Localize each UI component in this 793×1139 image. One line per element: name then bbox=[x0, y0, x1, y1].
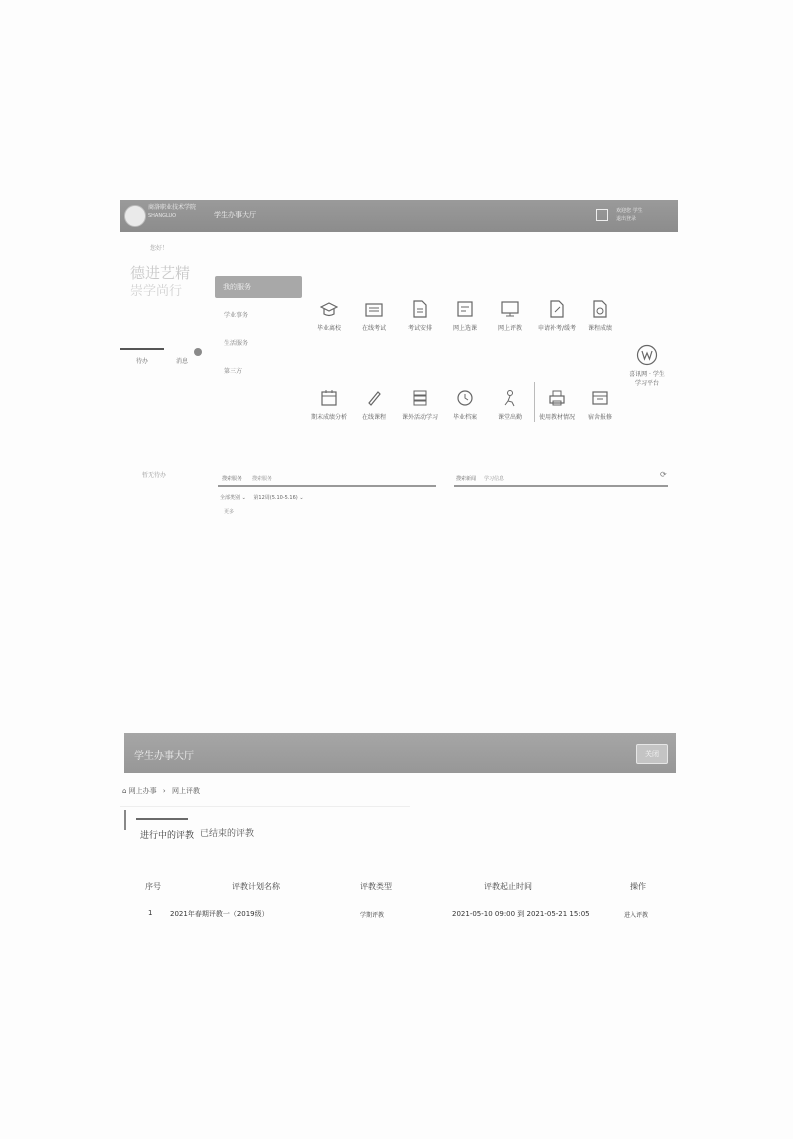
tab-active-indicator bbox=[136, 818, 188, 820]
hall-tab[interactable]: 学生办事大厅 bbox=[214, 211, 256, 219]
menu-item-label: 我的服务 bbox=[223, 283, 251, 291]
service-course-score[interactable] bbox=[574, 300, 626, 332]
refresh-icon[interactable]: ⟳ bbox=[660, 470, 667, 479]
course-select-icon bbox=[456, 300, 474, 318]
hall-header bbox=[124, 733, 676, 773]
table-header-period: 评教起止时间 bbox=[484, 882, 532, 891]
breadcrumb-current: 网上评教 bbox=[171, 787, 200, 795]
sidebar-tab-todo[interactable]: 待办 bbox=[136, 358, 149, 365]
divider bbox=[120, 806, 410, 807]
close-button[interactable]: 关闭 bbox=[636, 744, 668, 764]
menu-item-third-party[interactable]: 第三方 bbox=[224, 368, 243, 375]
welcome-text: 您好！ bbox=[150, 245, 169, 252]
user-greeting[interactable]: 欢迎您 学生 bbox=[616, 208, 643, 214]
service-label: 考试安排 bbox=[407, 325, 432, 332]
search-news-input[interactable]: 学习信息 bbox=[484, 476, 505, 482]
search-services-label: 搜索服务 bbox=[222, 476, 243, 482]
service-label: 课外活动学习 bbox=[401, 414, 438, 421]
document-edit-icon bbox=[549, 300, 565, 318]
table-cell-plan-name: 2021年春期评教一（2019级） bbox=[170, 910, 269, 918]
filter-row[interactable] bbox=[220, 494, 304, 501]
service-label: 在线课程 bbox=[361, 414, 386, 421]
service-label-line-2: 学习平台 bbox=[634, 380, 659, 387]
score-doc-icon bbox=[592, 300, 608, 318]
search-underline bbox=[218, 485, 436, 487]
table-cell-index: 1 bbox=[148, 909, 153, 917]
motto-line-1: 德进艺精 bbox=[130, 264, 191, 282]
service-label: 毕业离校 bbox=[316, 325, 341, 332]
grid-icon[interactable] bbox=[596, 209, 608, 221]
service-label: 毕业档案 bbox=[452, 414, 477, 421]
repair-icon bbox=[591, 389, 609, 407]
service-label: 课堂出勤 bbox=[497, 414, 522, 421]
filter-week[interactable]: 第12周(5.10-5.16) bbox=[253, 495, 298, 501]
school-logo bbox=[124, 205, 146, 227]
sidebar-empty-text: 暂无待办 bbox=[142, 472, 167, 479]
table-header-plan-name: 评教计划名称 bbox=[232, 882, 280, 891]
table-cell-period: 2021-05-10 09:00 到 2021-05-21 15:05 bbox=[452, 910, 590, 918]
service-divider bbox=[534, 382, 535, 422]
sidebar-tab-indicator bbox=[120, 348, 164, 350]
table-header-index: 序号 bbox=[145, 882, 161, 891]
chevron-down-icon: ⌄ bbox=[299, 495, 304, 501]
breadcrumb bbox=[122, 786, 200, 796]
tab-accent-bar bbox=[124, 810, 126, 830]
exam-screen-icon bbox=[365, 302, 383, 318]
tab-finished[interactable]: 已结束的评教 bbox=[200, 829, 255, 839]
table-cell-type: 学期评教 bbox=[360, 912, 385, 919]
chevron-down-icon: ⌄ bbox=[241, 495, 248, 501]
logout-link[interactable]: 退出登录 bbox=[616, 216, 637, 222]
motto-line-2: 崇学尚行 bbox=[130, 284, 183, 299]
calendar-doc-icon bbox=[320, 389, 338, 407]
app-header bbox=[120, 200, 678, 232]
breadcrumb-home[interactable]: 网上办事 bbox=[128, 787, 157, 795]
more-link[interactable]: 更多 bbox=[224, 509, 235, 515]
filter-category[interactable]: 全部类别 bbox=[220, 495, 241, 501]
service-online-exam[interactable] bbox=[348, 302, 400, 332]
school-name: 商洛职业技术学院 bbox=[148, 204, 197, 211]
exam-doc-icon bbox=[412, 300, 428, 318]
w-circle-icon bbox=[636, 344, 658, 366]
service-label: 宿舍报修 bbox=[587, 414, 612, 421]
printer-icon bbox=[548, 389, 566, 407]
search-news-label: 搜索新闻 bbox=[456, 476, 477, 482]
person-run-icon bbox=[501, 389, 519, 407]
table-header-type: 评教类型 bbox=[360, 882, 392, 891]
stack-icon bbox=[411, 389, 429, 407]
menu-item-life[interactable]: 生活服务 bbox=[224, 340, 249, 347]
clock-icon bbox=[456, 389, 474, 407]
school-subtitle: SHANGLUO bbox=[148, 213, 177, 219]
monitor-evaluate-icon bbox=[501, 300, 519, 318]
service-evaluation[interactable] bbox=[484, 300, 536, 332]
tab-ongoing[interactable]: 进行中的评教 bbox=[140, 831, 195, 841]
service-dorm-repair[interactable] bbox=[574, 389, 626, 421]
service-label: 申请补考/缓考 bbox=[537, 325, 577, 332]
pen-icon bbox=[365, 389, 383, 407]
service-online-course[interactable] bbox=[348, 389, 400, 421]
service-label-line-1: 喜讯网 · 学生 bbox=[629, 371, 665, 378]
enter-evaluation-link[interactable]: 进入评教 bbox=[624, 912, 649, 919]
menu-item-my-services[interactable] bbox=[215, 276, 302, 298]
menu-item-academic[interactable]: 学业事务 bbox=[224, 312, 249, 319]
table-header-action: 操作 bbox=[630, 882, 646, 891]
service-label: 课程成绩 bbox=[587, 325, 612, 332]
home-icon[interactable]: ⌂ bbox=[122, 787, 129, 795]
breadcrumb-separator: › bbox=[162, 787, 166, 795]
service-label: 使用教材情况 bbox=[538, 414, 575, 421]
search-services-input[interactable]: 搜索服务 bbox=[252, 476, 273, 482]
message-badge bbox=[194, 348, 202, 356]
service-label: 网上评教 bbox=[497, 325, 522, 332]
service-label: 在线考试 bbox=[361, 325, 386, 332]
hall-title: 学生办事大厅 bbox=[134, 751, 194, 762]
service-label: 期末成绩分析 bbox=[310, 414, 347, 421]
sidebar-tab-messages[interactable]: 消息 bbox=[176, 358, 189, 365]
graduation-cap-icon bbox=[320, 302, 338, 318]
service-label: 网上选课 bbox=[452, 325, 477, 332]
search-underline bbox=[454, 485, 668, 487]
service-attendance[interactable] bbox=[484, 389, 536, 421]
service-learning-platform[interactable] bbox=[617, 344, 677, 388]
